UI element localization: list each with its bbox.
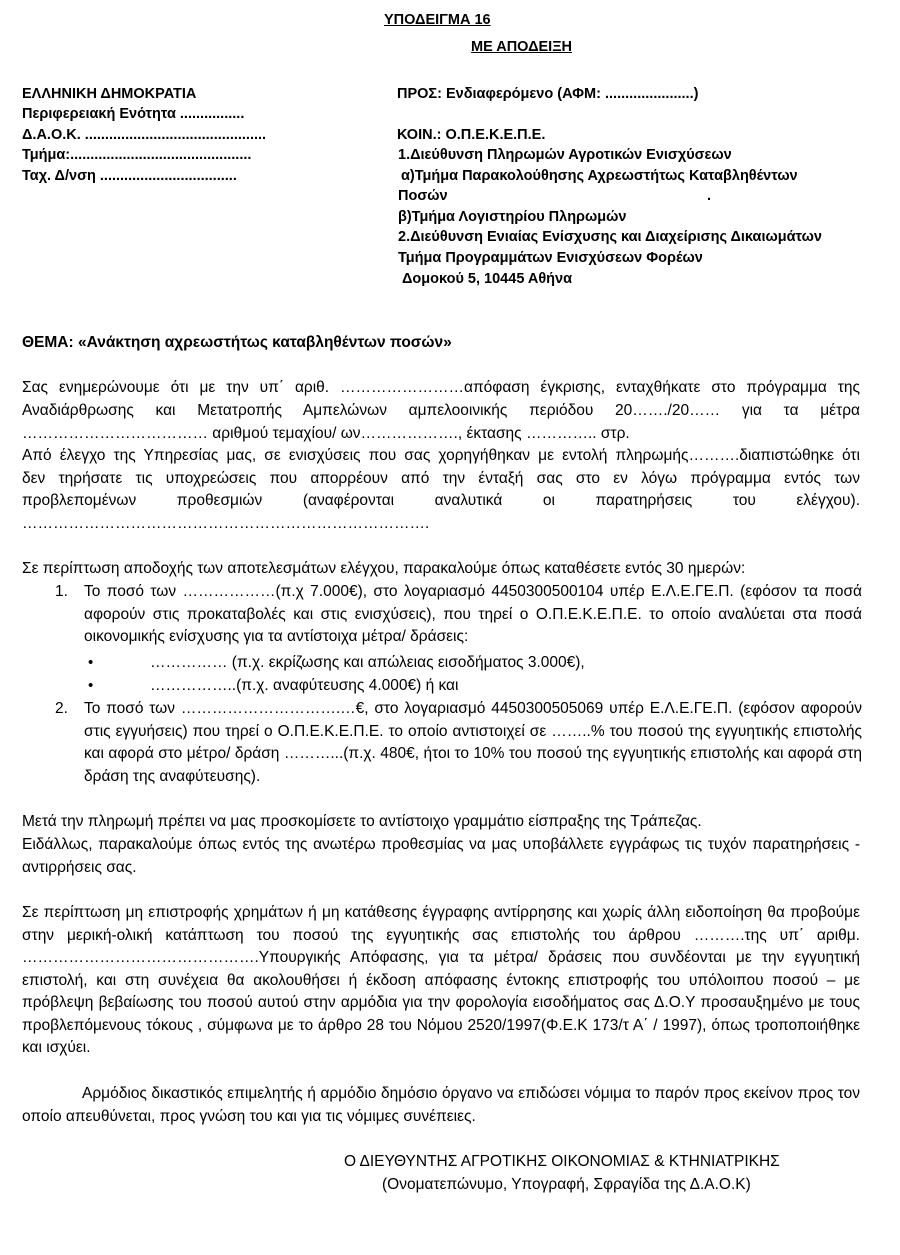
sender-line: Δ.Α.Ο.Κ. ............................................. [22,127,267,143]
para2-line: δεν τηρήσατε τις υποχρεώσεις που απορρέουν από την ένταξή σας στο εν λόγω πρόγραμμα εντός των [22,470,860,487]
para6-text: Σε περίπτωση μη επιστροφής χρημάτων ή μη κατάθεσης έγγραφης αντίρρησης και χωρίς άλλη ειδοποίηση θα προβούμε στην μερική-ολική κατάπτωση του ποσού της εγγυητικής σας επιστολής του άρθρου ……….της υπ΄ αριθμ. ……………………………………….Υπουργικής Απόφασης, για τα μέτρα/ δράσεις που συνδέονται με την εγγυητική επιστολή, και στη συνέχεια θα ακολουθήσει ή έκδοση απόφασης έντοκης επιστροφής του υπόλοιπου ποσού – με πρόβλεψη βεβαίωσης του ποσού αυτού στην αρμόδια για την φορολογία εισοδήματος σας Δ.Ο.Υ προσαυξημένο με τους προβλεπόμενους τόκους , σύμφωνα με το άρθρο 28 του Νόμου 2520/1997(Φ.Ε.Κ 173/τ Α΄ / 1997), όπως τροποποιήθηκε και ισχύει. [22,904,860,1056]
bullet-text: ……………..(π.χ. αναφύτευσης 4.000€) ή και [150,677,459,694]
sender-line: Τμήμα:............................................. [22,147,252,163]
recipient-line: 2.Διεύθυνση Ενιαίας Ενίσχυσης και Διαχείρισης Δικαιωμάτων [398,229,822,245]
item-number: 1. [55,583,68,600]
para5-text: Ειδάλλως, παρακαλούμε όπως εντός της ανωτέρω προθεσμίας να μας υποβάλλετε εγγράφως τις τυχόν παρατηρήσεις - αντιρρήσεις σας. [22,836,860,876]
item-number: 2. [55,700,68,717]
para1-line: Αναδιάρθρωσης και Μετατροπής Αμπελώνων αμπελοοινικής περιόδου 20……./20…… για τα μέτρα [22,402,860,419]
para7-text: Αρμόδιος δικαστικός επιμελητής ή αρμόδιο δημόσιο όργανο να επιδώσει νόμιμα το παρόν προς εκείνον προς τον οποίο απευθύνεται, προς γνώση του και για τις νόμιμες συνέπειες. [22,1085,860,1125]
recipient-line: Τμήμα Προγραμμάτων Ενισχύσεων Φορέων [398,250,703,266]
item-text: Το ποσό των ………………………….…€, στο λογαριασμό 4450300505069 υπέρ Ε.Λ.Ε.ΓΕ.Π. (εφόσον αφορούν στις εγγυήσεις) που τηρεί ο Ο.Π.Ε.Κ.Ε.Π.Ε. το οποίο αντιστοιχεί σε ……..% του ποσού της εγγυητικής επιστολής και αφορά στο μέτρο/ δράση ………...(π.χ. 480€, ήτοι το 10% του ποσού της εγγυητικής επιστολής και αφορά στη δράση της αναφύτευσης). [84,700,862,785]
sender-line: Ταχ. Δ/νση .................................. [22,168,237,184]
sender-line: Περιφερειακή Ενότητα ................ [22,106,245,122]
signature-title: Ο ΔΙΕΥΘΥΝΤΗΣ ΑΓΡΟΤΙΚΗΣ ΟΙΚΟΝΟΜΙΑΣ & ΚΤΗΝΙΑΤΡΙΚΗΣ [344,1153,780,1170]
document-subtitle: ΜΕ ΑΠΟΔΕΙΞΗ [471,39,572,55]
para3-text: Σε περίπτωση αποδοχής των αποτελεσμάτων ελέγχου, παρακαλούμε όπως καταθέσετε εντός 30 ημερών: [22,560,746,577]
para1-line: ……………………………… αριθμού τεμαχίου/ ων………………., έκτασης ………….. στρ. [22,425,630,442]
sender-line: ΕΛΛΗΝΙΚΗ ΔΗΜΟΚΡΑΤΙΑ [22,86,197,102]
subject-line: ΘΕΜΑ: «Ανάκτηση αχρεωστήτως καταβληθέντων ποσών» [22,334,452,351]
bullet-icon: • [88,677,94,694]
item-text: Το ποσό των ………………(π.χ 7.000€), στο λογαριασμό 4450300500104 υπέρ Ε.Λ.Ε.ΓΕ.Π. (εφόσον τα ποσά αφορούν στις προκαταβολές και στις ενισχύσεις), που τηρεί ο Ο.Π.Ε.Κ.Ε.Π.Ε. το οποίο αναλύεται στα ποσά οικονομικής ενίσχυσης για τα αντίστοιχα μέτρα/ δράσεις: [84,583,862,645]
document-title: ΥΠΟΔΕΙΓΜΑ 16 [384,12,491,28]
recipient-to: ΠΡΟΣ: Ενδιαφερόμενο (ΑΦΜ: ......................) [397,86,699,102]
para4-text: Μετά την πληρωμή πρέπει να μας προσκομίσετε το αντίστοιχο γραμμάτιο είσπραξης της Τράπεζας. [22,813,702,830]
para2-line: Από έλεγχο της Υπηρεσίας μας, σε ενισχύσεις που σας χορηγήθηκαν με εντολή πληρωμής……….διαπιστώθηκε ότι [22,447,860,464]
stray-dot: . [707,188,712,204]
para2-line: ……………………………………………………………………. [22,515,430,532]
recipient-line: Δομοκού 5, 10445 Αθήνα [402,271,573,287]
bullet-text: …………… (π.χ. εκρίζωσης και απώλειας εισοδήματος 3.000€), [150,654,585,671]
recipient-line: 1.Διεύθυνση Πληρωμών Αγροτικών Ενισχύσεων [398,147,732,163]
recipient-line: α)Τμήμα Παρακολούθησης Αχρεωστήτως Καταβληθέντων [401,168,798,184]
para2-line: προβλεπομένων προθεσμιών (αναφέρονται αναλυτικά οι παρατηρήσεις του ελέγχου). [22,492,860,509]
recipient-koin: ΚΟΙΝ.: Ο.Π.Ε.Κ.Ε.Π.Ε. [397,127,546,143]
para1-line: Σας ενημερώνουμε ότι με την υπ΄ αριθ. ……………………απόφαση έγκρισης, ενταχθήκατε στο πρόγραμμα της [22,379,860,396]
signature-note: (Ονοματεπώνυμο, Υπογραφή, Σφραγίδα της Δ.Α.Ο.Κ) [382,1176,751,1193]
recipient-line: Ποσών [398,188,448,204]
bullet-icon: • [88,654,94,671]
recipient-line: β)Τμήμα Λογιστηρίου Πληρωμών [398,209,627,225]
